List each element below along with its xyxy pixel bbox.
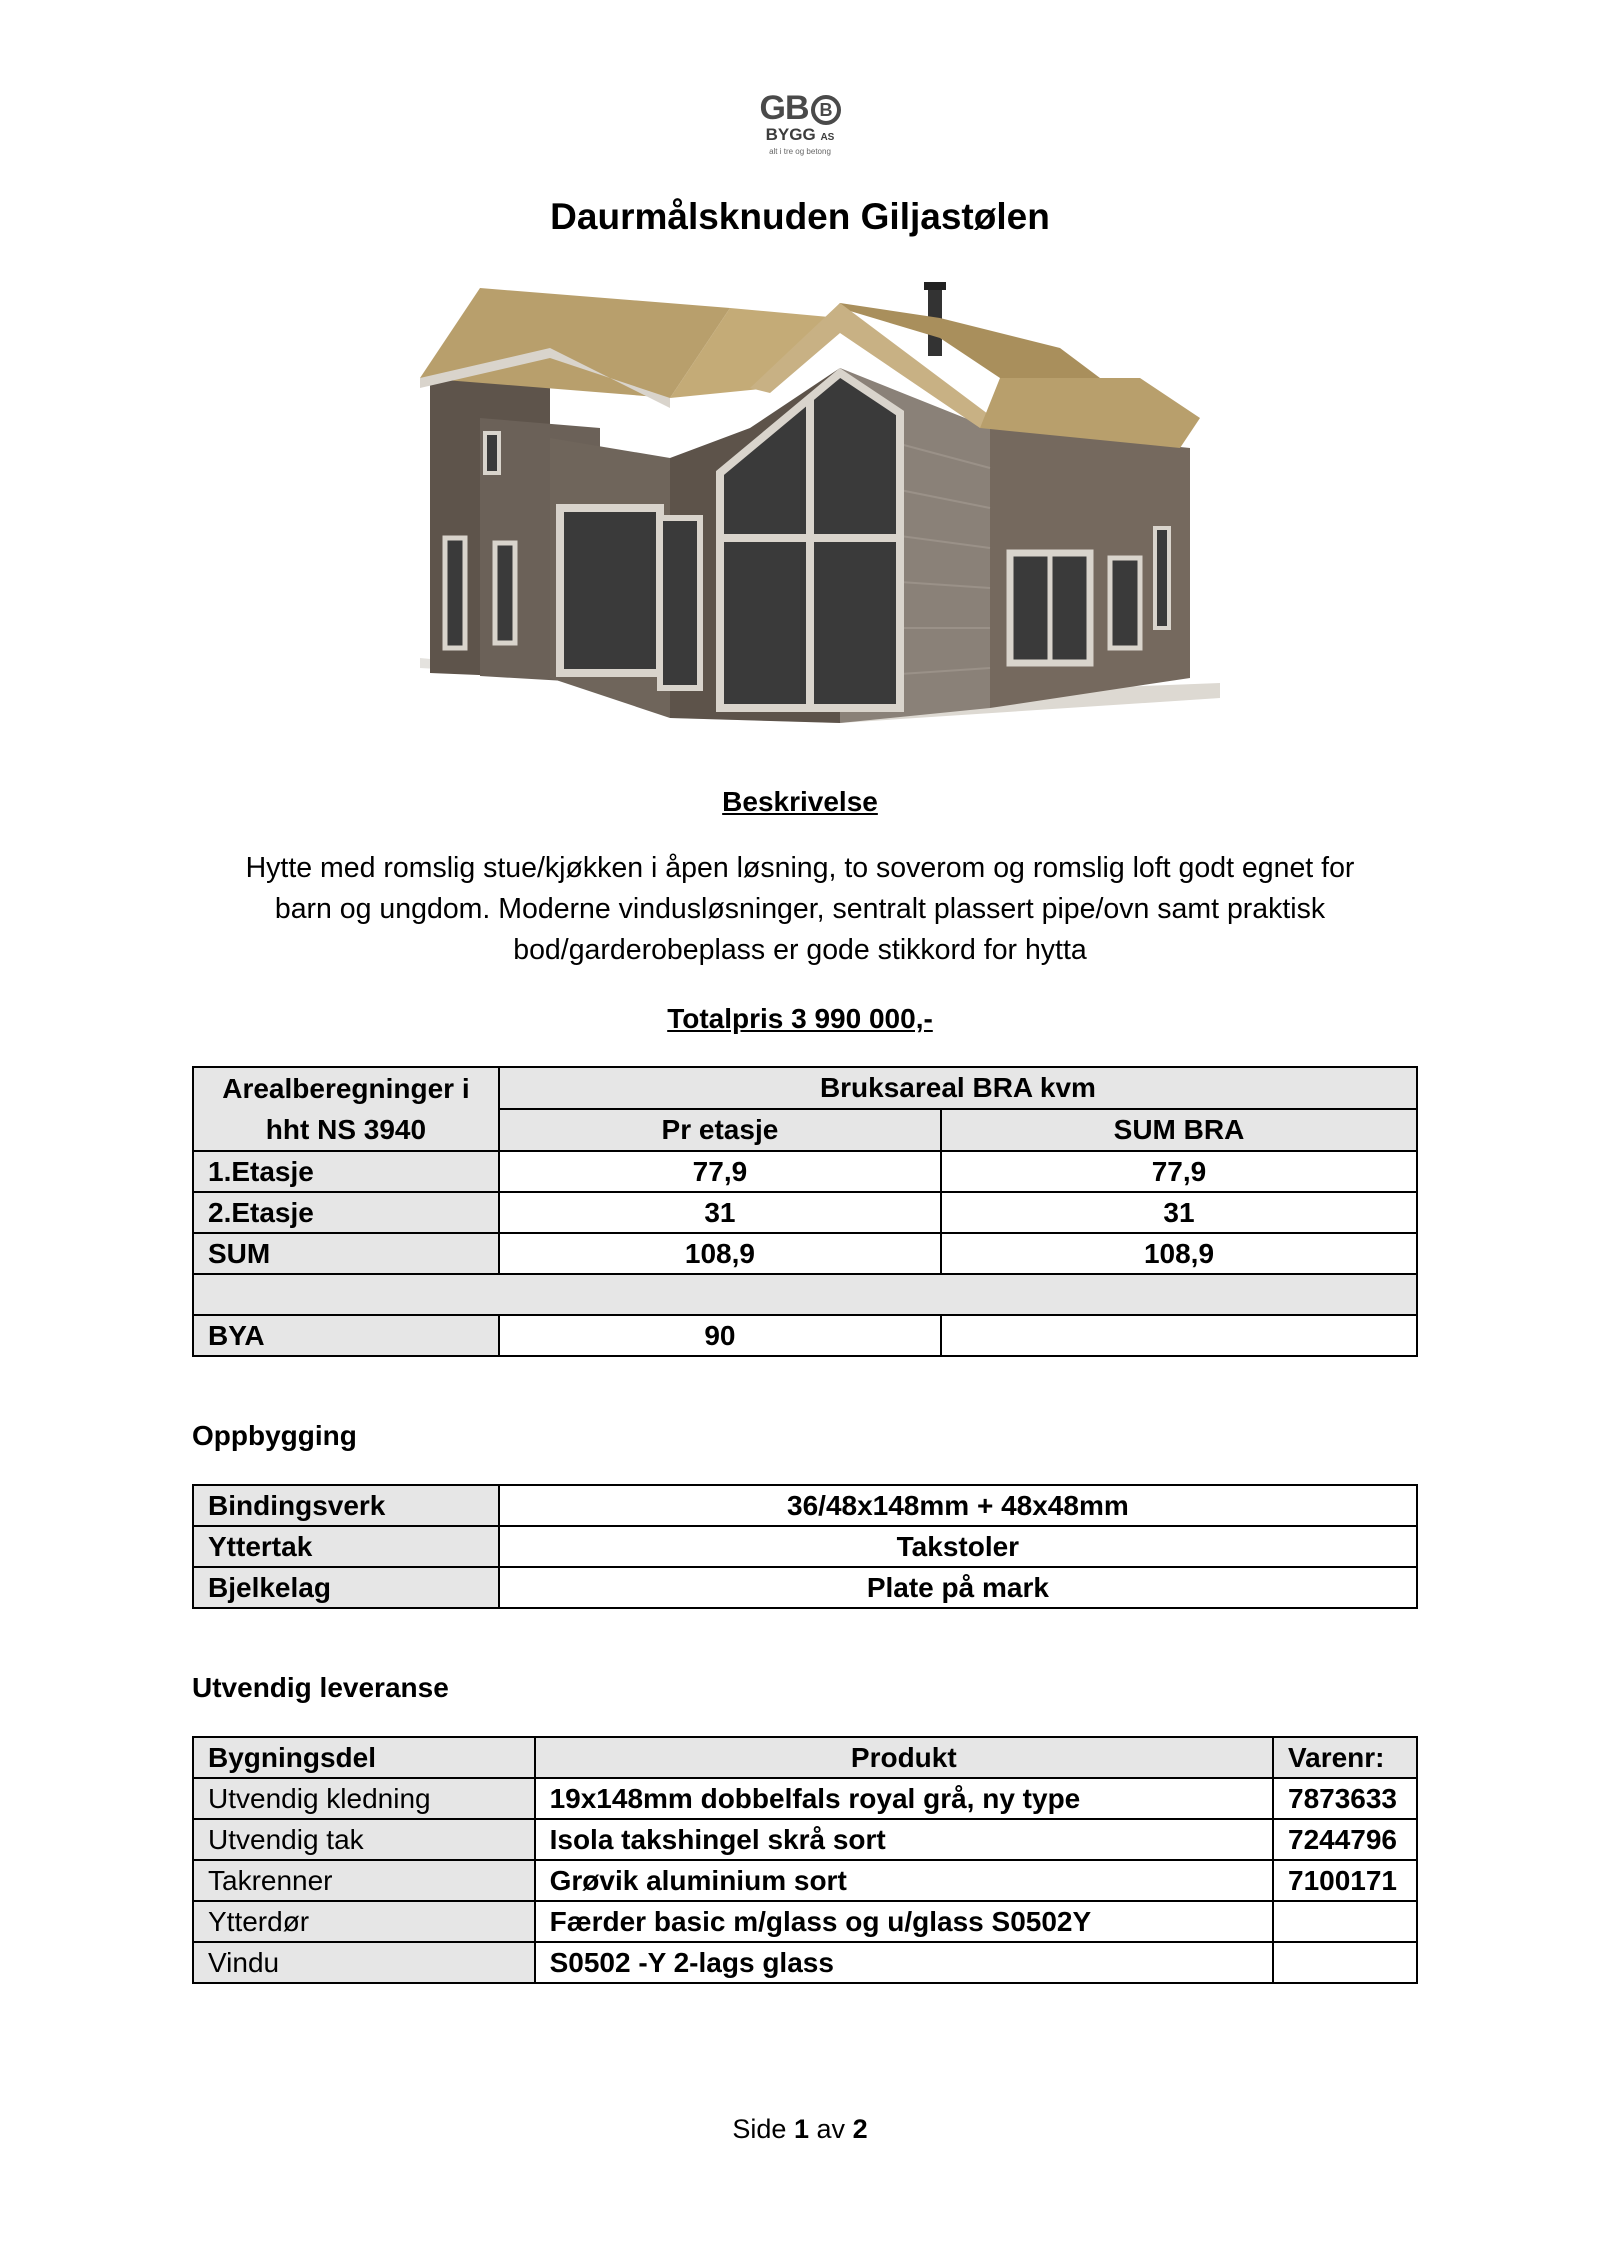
column-header: Bygningsdel <box>193 1737 535 1778</box>
description-heading: Beskrivelse <box>722 786 878 817</box>
table-cell: S0502 -Y 2-lags glass <box>535 1942 1273 1983</box>
table-row <box>193 1067 1417 1109</box>
table-cell: 36/48x148mm + 48x48mm <box>499 1485 1417 1526</box>
table-row <box>193 1151 1417 1192</box>
table-row <box>193 1901 1417 1942</box>
table-cell: Takstoler <box>499 1526 1417 1567</box>
table-cell <box>941 1315 1417 1356</box>
logo-tagline: alt i tre og betong <box>769 147 831 156</box>
total-pages: 2 <box>852 2114 868 2144</box>
exterior-heading: Utvendig leveranse <box>192 1672 449 1703</box>
description-line: barn og ungdom. Moderne vindusløsninger, sentralt plassert pipe/ovn samt praktisk <box>274 893 1326 925</box>
logo-company: BYGG <box>765 125 816 144</box>
table-cell: Grøvik aluminium sort <box>535 1860 1273 1901</box>
logo-suffix: AS <box>820 132 835 143</box>
table-row <box>193 1778 1417 1819</box>
exterior-table <box>192 1736 1418 1984</box>
row-label: Utvendig kledning <box>193 1778 535 1819</box>
table-row <box>193 1942 1417 1983</box>
table-row-spacer <box>193 1274 1417 1315</box>
row-label: BYA <box>193 1315 499 1356</box>
company-logo <box>740 90 860 170</box>
construction-heading: Oppbygging <box>192 1420 357 1451</box>
column-header: Pr etasje <box>499 1109 941 1151</box>
page-title: Daurmålsknuden Giljastølen <box>550 196 1050 237</box>
row-label: Vindu <box>193 1942 535 1983</box>
current-page: 1 <box>793 2114 809 2144</box>
table-cell <box>1273 1901 1417 1942</box>
table-header-row <box>193 1737 1417 1778</box>
table-row <box>193 1567 1417 1608</box>
area-table-group-header: Bruksareal BRA kvm <box>499 1067 1417 1109</box>
table-row <box>193 1233 1417 1274</box>
construction-table <box>192 1484 1418 1609</box>
cabin-illustration <box>420 278 1230 733</box>
table-cell: 31 <box>499 1192 941 1233</box>
row-label: Ytterdør <box>193 1901 535 1942</box>
table-cell: 7244796 <box>1273 1819 1417 1860</box>
logo-mark: B <box>811 95 841 125</box>
description-line: Hytte med romslig stue/kjøkken i åpen løsning, to soverom og romslig loft godt egnet for <box>245 852 1355 884</box>
table-row <box>193 1860 1417 1901</box>
total-price: Totalpris 3 990 000,- <box>667 1003 933 1034</box>
logo-brand: GB <box>759 89 809 127</box>
table-cell: Isola takshingel skrå sort <box>535 1819 1273 1860</box>
page-number: Side 1 av 2 <box>732 2114 868 2144</box>
row-label: Takrenner <box>193 1860 535 1901</box>
row-label: SUM <box>193 1233 499 1274</box>
table-cell: 19x148mm dobbelfals royal grå, ny type <box>535 1778 1273 1819</box>
table-cell: Færder basic m/glass og u/glass S0502Y <box>535 1901 1273 1942</box>
row-label: 2.Etasje <box>193 1192 499 1233</box>
table-cell: 108,9 <box>941 1233 1417 1274</box>
column-header: Produkt <box>535 1737 1273 1778</box>
description-text <box>200 848 1400 971</box>
table-cell: Plate på mark <box>499 1567 1417 1608</box>
row-label: 1.Etasje <box>193 1151 499 1192</box>
table-cell <box>1273 1942 1417 1983</box>
area-table-corner: Arealberegninger i hht NS 3940 <box>193 1067 499 1151</box>
table-row <box>193 1526 1417 1567</box>
table-row <box>193 1192 1417 1233</box>
table-row <box>193 1819 1417 1860</box>
table-cell: 7873633 <box>1273 1778 1417 1819</box>
table-row <box>193 1315 1417 1356</box>
row-label: Yttertak <box>193 1526 499 1567</box>
table-cell: 7100171 <box>1273 1860 1417 1901</box>
column-header: Varenr: <box>1273 1737 1417 1778</box>
table-cell: 77,9 <box>499 1151 941 1192</box>
table-cell: 108,9 <box>499 1233 941 1274</box>
table-cell: 90 <box>499 1315 941 1356</box>
table-cell: 31 <box>941 1192 1417 1233</box>
row-label: Utvendig tak <box>193 1819 535 1860</box>
table-cell: 77,9 <box>941 1151 1417 1192</box>
row-label: Bindingsverk <box>193 1485 499 1526</box>
column-header: SUM BRA <box>941 1109 1417 1151</box>
description-line: bod/garderobeplass er gode stikkord for hytta <box>513 934 1087 966</box>
table-row <box>193 1485 1417 1526</box>
row-label: Bjelkelag <box>193 1567 499 1608</box>
area-table <box>192 1066 1418 1357</box>
